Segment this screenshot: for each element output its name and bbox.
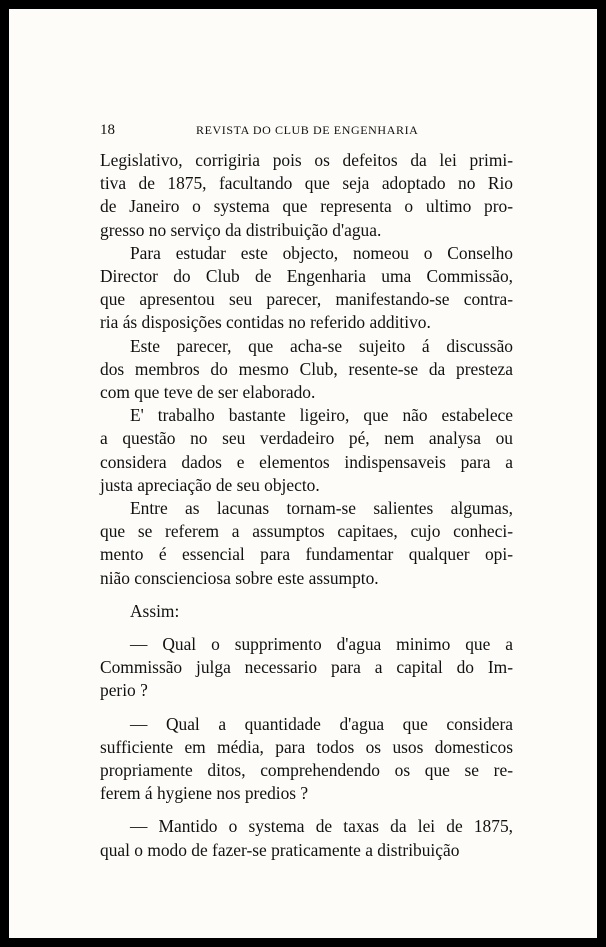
text-line: ferem á hygiene nos predios ? — [100, 783, 309, 804]
paragraph-gap — [100, 703, 513, 713]
text-line: a questão no seu verdadeiro pé, nem analysa ou — [100, 428, 513, 449]
text-line: Director do Club de Engenharia uma Commissão, — [100, 266, 513, 287]
text-line: — Mantido o systema de taxas da lei de 1875, — [130, 816, 513, 837]
text-line: dos membros do mesmo Club, resente-se da presteza — [100, 358, 513, 379]
text-line: Assim: — [130, 600, 180, 621]
text-line: propriamente ditos, comprehendendo os que se re- — [100, 760, 513, 781]
running-title: REVISTA DO CLUB DE ENGENHARIA — [196, 123, 419, 137]
paragraph-gap — [100, 805, 513, 815]
text-line: que se referem a assumptos capitaes, cujo conheci- — [100, 521, 513, 542]
text-line: Entre as lacunas tornam-se salientes algumas, — [130, 498, 513, 519]
text-line: Este parecer, que acha-se sujeito á discussão — [130, 335, 513, 356]
page-number: 18 — [100, 122, 115, 138]
text-line: mento é essencial para fundamentar qualquer opi- — [100, 544, 513, 565]
page-header — [100, 122, 513, 144]
body-text — [100, 149, 513, 862]
text-line: gresso no serviço da distribuição d'agua. — [100, 219, 382, 240]
text-line: de Janeiro o systema que representa o ultimo pro- — [100, 196, 513, 217]
text-line: perio ? — [100, 680, 148, 701]
text-line: sufficiente em média, para todos os usos domesticos — [100, 736, 513, 757]
text-line: com que teve de ser elaborado. — [100, 382, 316, 403]
book-page — [9, 9, 597, 938]
text-line: ria ás disposições contidas no referido additivo. — [100, 312, 431, 333]
text-line: E' trabalho bastante ligeiro, que não estabelece — [130, 405, 513, 426]
paragraph-gap — [100, 623, 513, 633]
text-line: considera dados e elementos indispensaveis para a — [100, 451, 513, 472]
paragraph-gap — [100, 590, 513, 600]
text-line: — Qual a quantidade d'agua que considera — [130, 713, 513, 734]
text-line: Legislativo, corrigiria pois os defeitos da lei primi- — [100, 150, 513, 170]
text-line: Para estudar este objecto, nomeou o Conselho — [130, 242, 513, 263]
text-line: justa apreciação de seu objecto. — [100, 474, 320, 495]
text-line: que apresentou seu parecer, manifestando-se contra- — [100, 289, 513, 310]
text-line: nião conscienciosa sobre este assumpto. — [100, 567, 379, 588]
text-line: Commissão julga necessario para a capital do Im- — [100, 657, 513, 678]
text-line: qual o modo de fazer-se praticamente a distribuição — [100, 839, 460, 860]
text-line: — Qual o supprimento d'agua minimo que a — [130, 634, 513, 655]
text-line: tiva de 1875, facultando que seja adoptado no Rio — [100, 173, 513, 194]
